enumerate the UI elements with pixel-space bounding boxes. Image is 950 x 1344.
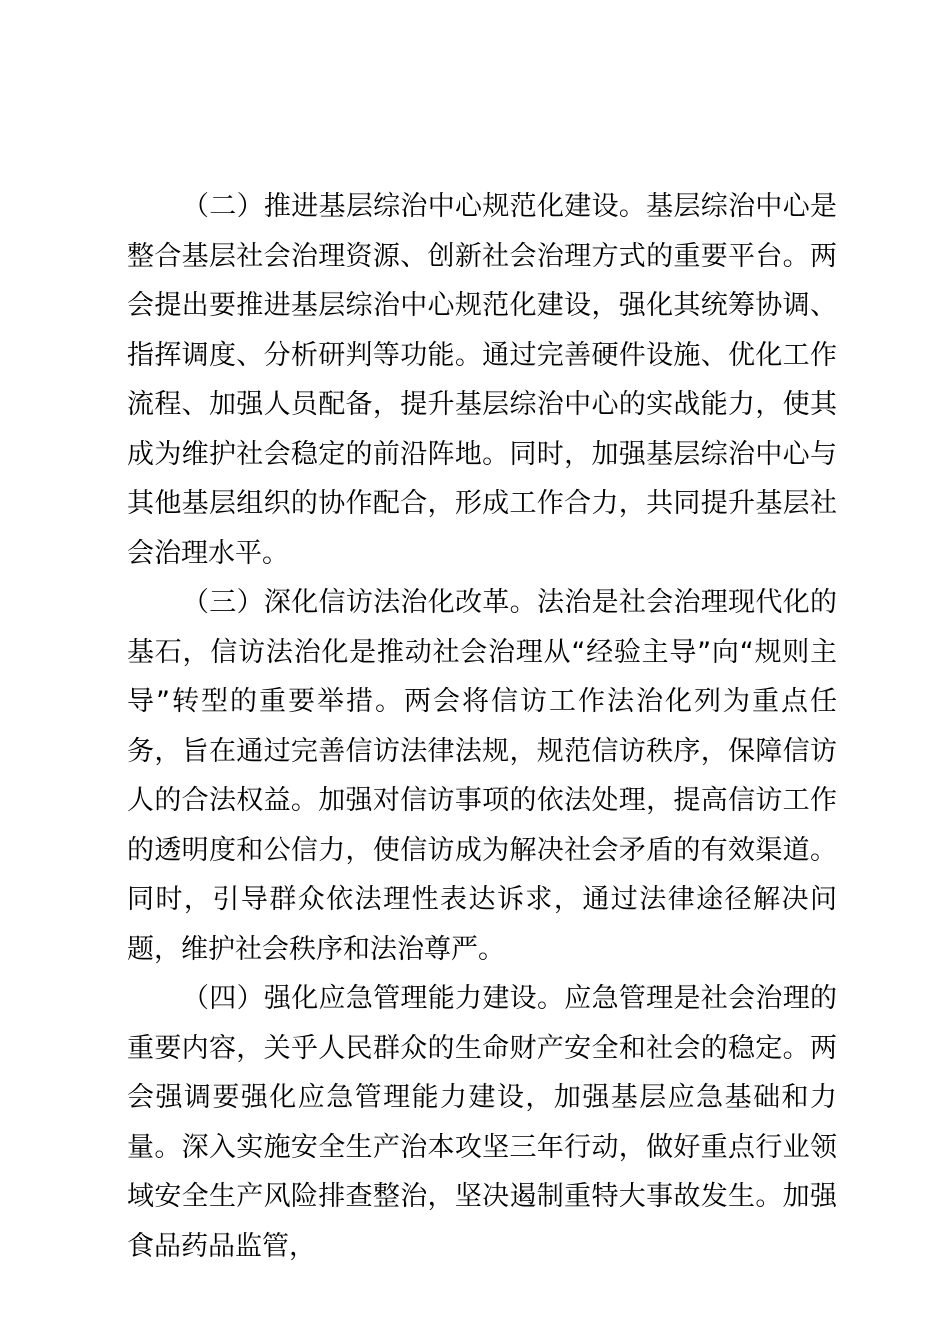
paragraph-section-4: （四）强化应急管理能力建设。应急管理是社会治理的重要内容，关乎人民群众的生命财产安全和社会的稳定。两会强调要强化应急管理能力建设，加强基层应急基础和力量。深入实施安全生产治本攻坚三年行动，做好重点行业领域安全生产风险排查整治，坚决遏制重特大事故发生。加强食品药品监管， xyxy=(127,983,837,1262)
paragraph-section-3: （三）深化信访法治化改革。法治是社会治理现代化的基石，信访法治化是推动社会治理从“经验主导”向“规则主导”转型的重要举措。两会将信访工作法治化列为重点任务，旨在通过完善信访法律法规，规范信访秩序，保障信访人的合法权益。加强对信访事项的依法处理，提高信访工作的透明度和公信力，使信访成为解决社会矛盾的有效渠道。同时，引导群众依法理性表达诉求，通过法律途径解决问题，维护社会秩序和法治尊严。 xyxy=(127,587,837,965)
paragraph-section-2: （二）推进基层综治中心规范化建设。基层综治中心是整合基层社会治理资源、创新社会治理方式的重要平台。两会提出要推进基层综治中心规范化建设，强化其统筹协调、指挥调度、分析研判等功能。通过完善硬件设施、优化工作流程、加强人员配备，提升基层综治中心的实战能力，使其成为维护社会稳定的前沿阵地。同时，加强基层综治中心与其他基层组织的协作配合，形成工作合力，共同提升基层社会治理水平。 xyxy=(127,191,837,569)
document-body xyxy=(127,182,837,1271)
